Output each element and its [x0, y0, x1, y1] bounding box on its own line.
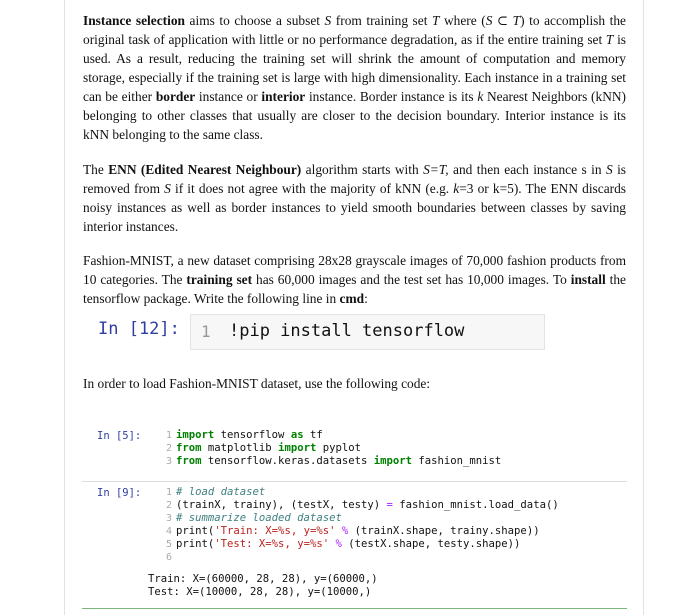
keyword: import — [176, 429, 215, 441]
operator: % — [329, 538, 349, 550]
line-number: 1 — [201, 322, 211, 341]
var-k: k — [453, 181, 460, 196]
text: where ( — [439, 13, 486, 28]
text: instance or — [195, 89, 262, 104]
code-line — [176, 429, 323, 441]
code-text: (trainX, trainy), (testX, testy) — [176, 499, 387, 511]
install-command: !pip install tensorflow — [229, 321, 465, 341]
code-text: tensorflow.keras.datasets — [201, 455, 374, 467]
cell-prompt: In [5]: — [97, 430, 142, 442]
paragraph-load-instructions: In order to load Fashion-MNIST dataset, use the following code: — [83, 376, 431, 391]
keyword: import — [373, 455, 413, 467]
text: ) to accomplish the original task of application with little or no performance degradation, as if the entire training set — [83, 13, 626, 47]
code-line — [176, 499, 559, 511]
keyword: as — [290, 429, 304, 441]
code-line — [176, 442, 361, 454]
code-text: matplotlib — [201, 442, 279, 454]
code-text: (testX.shape, testy.shape)) — [348, 538, 521, 550]
line-number: 1 — [165, 430, 172, 441]
text: instance. Border instance is its — [305, 89, 478, 104]
code-text: tf — [303, 429, 323, 441]
term-enn: ENN (Edited Nearest Neighbour) — [108, 162, 302, 177]
code-text: (trainX.shape, trainy.shape)) — [354, 525, 540, 537]
code-line — [176, 538, 520, 550]
code-cell-load-dataset[interactable] — [82, 481, 627, 611]
code-text: tensorflow — [214, 429, 291, 441]
code-text: fashion_mnist — [412, 455, 502, 467]
text: is removed from — [83, 162, 627, 196]
term-training-set: training set — [186, 272, 253, 287]
text: is used. As a result, reducing the training set will shrink the amount of computation and memory storage, especially if the training set is large with high dimensionality. Each instance in a training set can be either — [83, 32, 627, 104]
page-border-right — [643, 0, 644, 615]
code-text: print( — [176, 525, 215, 537]
var-k: k — [477, 89, 484, 104]
var-t: T — [605, 32, 614, 47]
line-number: 2 — [165, 500, 172, 511]
text: the tensorflow package. Write the following line in — [83, 272, 626, 306]
keyword: from — [176, 455, 202, 467]
text: Nearest Neighbors (kNN) belonging to other classes that usually are closer to the decision boundary. Interior instance is its kNN belonging to the same class. — [83, 89, 626, 142]
term-border: border — [155, 89, 196, 104]
operator: = — [386, 499, 393, 511]
cell-divider — [82, 481, 627, 482]
string-literal: 'Test: X=%s, y=%s' — [214, 538, 330, 550]
text: The — [83, 162, 109, 177]
term-cmd: cmd — [339, 291, 365, 306]
text: Fashion-MNIST, a new dataset comprising 28x28 grayscale images of 70,000 fashion products from 10 categories. The — [83, 253, 626, 287]
cell-output-line: Test: X=(10000, 28, 28), y=(10000,) — [148, 586, 372, 598]
install-code-cell[interactable] — [190, 314, 545, 350]
equation-s-equals-t: S=T, — [423, 162, 449, 177]
code-text: pyplot — [316, 442, 361, 454]
term-interior: interior — [261, 89, 306, 104]
code-text: print( — [176, 538, 215, 550]
text: has 60,000 images and the test set has 10,000 images. To — [252, 272, 571, 287]
code-text: fashion_mnist.load_data() — [392, 499, 559, 511]
var-s: S — [324, 13, 332, 28]
keyword: import — [278, 442, 317, 454]
text: if it does not agree with the majority of kNN (e.g. — [170, 181, 454, 196]
paragraph-instance-selection — [83, 11, 626, 144]
subset-expression: S ⊂ T — [485, 13, 521, 28]
cell-output-line: Train: X=(60000, 28, 28), y=(60000,) — [148, 573, 378, 585]
text: aims to choose a subset — [184, 13, 325, 28]
code-comment: # summarize loaded dataset — [176, 512, 342, 524]
text: from training set — [331, 13, 432, 28]
install-cell-prompt: In [12]: — [98, 319, 180, 339]
line-number: 3 — [165, 513, 172, 524]
var-s: S — [164, 181, 171, 196]
text: algorithm starts with — [301, 162, 424, 177]
line-number: 3 — [165, 456, 172, 467]
paragraph-enn — [83, 160, 626, 236]
code-line — [176, 525, 540, 537]
line-number: 2 — [165, 443, 172, 454]
text: =3 or k=5). The ENN discards noisy instances as well as border instances to yield smooth boundaries between classes by saving interior instances. — [83, 181, 626, 234]
string-literal: 'Train: X=%s, y=%s' — [214, 525, 336, 537]
var-s: S — [605, 162, 613, 177]
line-number: 5 — [165, 539, 172, 550]
text: and then each instance s in — [448, 162, 606, 177]
var-t: T — [431, 13, 440, 28]
line-number: 1 — [165, 487, 172, 498]
text: : — [364, 291, 368, 306]
operator: % — [335, 525, 355, 537]
term-install: install — [570, 272, 606, 287]
cell-prompt: In [9]: — [97, 487, 142, 499]
cell-divider — [82, 608, 627, 609]
line-number: 4 — [165, 526, 172, 537]
code-comment: # load dataset — [176, 486, 266, 498]
code-line — [176, 455, 501, 467]
term-instance-selection: Instance selection — [83, 13, 185, 28]
keyword: from — [176, 442, 202, 454]
code-cell-imports[interactable] — [82, 428, 627, 470]
page-border-left — [64, 0, 65, 615]
line-number: 6 — [165, 552, 172, 563]
paragraph-fashion-mnist — [83, 251, 626, 308]
